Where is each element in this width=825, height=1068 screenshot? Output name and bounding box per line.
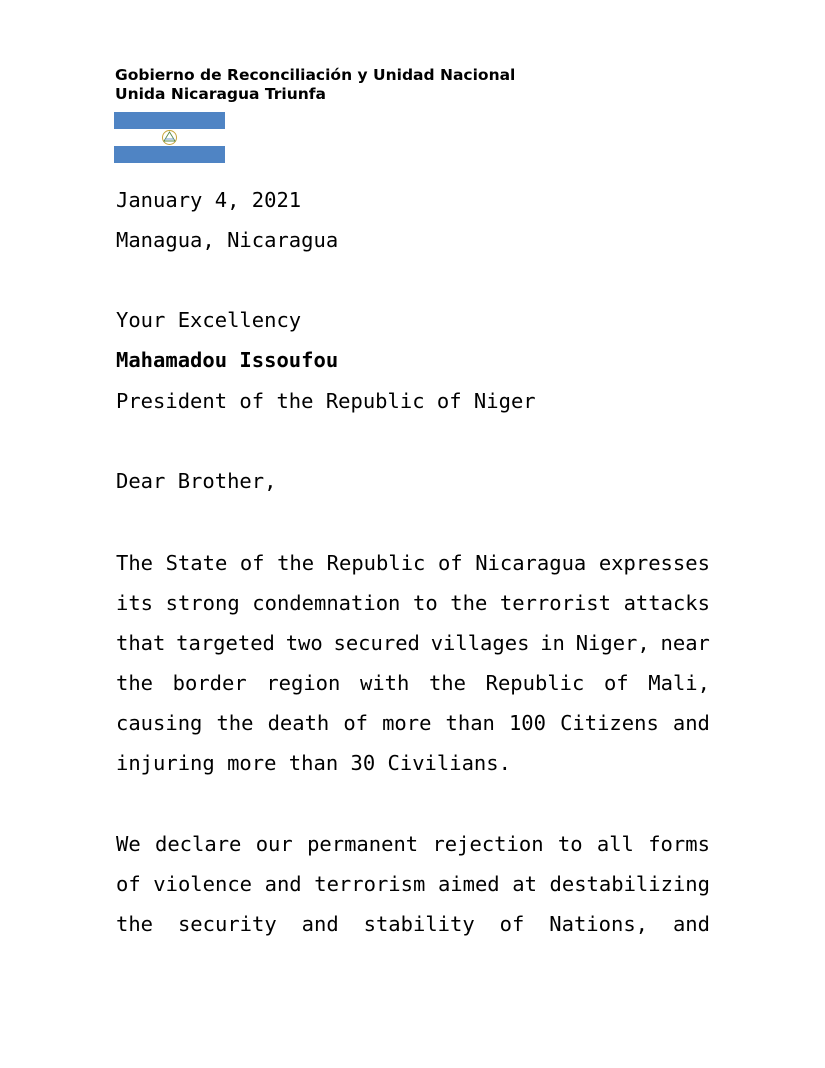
paragraph-line: the border region with the Republic of Mali, xyxy=(116,671,710,696)
letterhead-slogan: Unida Nicaragua Triunfa xyxy=(115,85,327,103)
nicaragua-flag-icon xyxy=(114,112,225,163)
paragraph-line: the security and stability of Nations, and xyxy=(116,912,710,937)
paragraph-line: We declare our permanent rejection to all forms xyxy=(116,832,710,856)
letterhead-government: Gobierno de Reconciliación y Unidad Nacional xyxy=(115,66,516,84)
letter-date: January 4, 2021 xyxy=(116,188,302,212)
greeting: Dear Brother, xyxy=(116,469,277,493)
paragraph-line: The State of the Republic of Nicaragua expresses xyxy=(116,551,710,575)
paragraph-line: that targeted two secured villages in Niger, near xyxy=(116,631,710,656)
salutation-title: Your Excellency xyxy=(116,308,302,332)
paragraph-2 xyxy=(116,824,710,944)
recipient-name: Mahamadou Issoufou xyxy=(116,348,339,372)
paragraph-line: its strong condemnation to the terrorist attacks xyxy=(116,591,710,616)
paragraph-line: causing the death of more than 100 Citizens and xyxy=(116,711,710,736)
letterhead xyxy=(115,66,515,104)
recipient-title: President of the Republic of Niger xyxy=(116,389,536,413)
paragraph-line: injuring more than 30 Civilians. xyxy=(116,751,511,776)
paragraph-line: of violence and terrorism aimed at destabilizing xyxy=(116,872,710,897)
letter-place: Managua, Nicaragua xyxy=(116,228,339,252)
paragraph-1 xyxy=(116,543,710,784)
